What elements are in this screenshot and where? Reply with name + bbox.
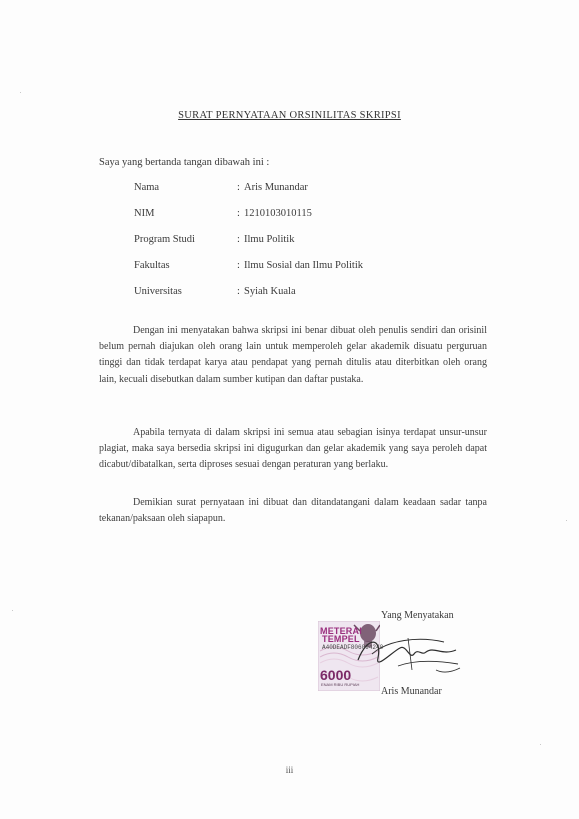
paragraph-text: Dengan ini menyatakan bahwa skripsi ini benar dibuat oleh penulis sendiri dan orisinil belum pernah diajukan oleh orang lain untuk memperoleh gelar akademik disuatu perguruan tinggi dan tidak terdapat karya atau pendapat yang pernah ditulis atau diterbitkan oleh orang lain, kecuali disebutkan dalam sumber kutipan dan daftar pustaka. [99,325,487,385]
stamp-line1: METERAI [320,626,362,636]
paragraph-closing [99,495,487,527]
signatory-name: Aris Munandar [381,686,442,697]
field-row-nama [134,182,454,208]
field-label: Program Studi [134,234,195,245]
stamp-subtext: ENAM RIBU RUPIAH [321,682,360,687]
paragraph-plagiarism [99,425,487,474]
field-value: Aris Munandar [244,182,308,193]
field-label: Universitas [134,286,182,297]
field-value: Syiah Kuala [244,286,296,297]
field-row-program-studi [134,234,454,260]
signature-heading: Yang Menyatakan [381,610,454,621]
field-value: Ilmu Politik [244,234,295,245]
stamp-value: 6000 [320,667,352,683]
paragraph-statement [99,323,487,388]
document-title: SURAT PERNYATAAN ORSINILITAS SKRIPSI [178,110,401,121]
page-number: iii [285,765,294,775]
field-label: Fakultas [134,260,170,271]
field-label: NIM [134,208,155,219]
paragraph-text: Apabila ternyata di dalam skripsi ini semua atau sebagian isinya terdapat unsur-unsur plagiat, maka saya bersedia skripsi ini digugurkan dan gelar akademik yang saya peroleh dapat dicabut/dibatalkan, serta diproses sesuai dengan peraturan yang berlaku. [99,427,487,471]
scan-speck [566,520,567,521]
field-value: Ilmu Sosial dan Ilmu Politik [244,260,364,271]
paragraph-text: Demikian surat pernyataan ini dibuat dan ditandatangani dalam keadaan sadar tanpa tekanan/paksaan oleh siapapun. [99,497,487,525]
scan-speck [12,610,13,611]
handwritten-signature [348,630,463,680]
field-colon: : [237,208,240,219]
field-row-fakultas [134,260,454,286]
stamp-line2: TEMPEL [322,634,360,644]
scan-speck [20,92,21,93]
scan-speck [540,744,541,745]
field-row-nim [134,208,454,234]
stamp-serial: A40DEADF806094240 [322,644,384,651]
field-colon: : [237,182,240,193]
field-label: Nama [134,182,160,193]
field-colon: : [237,234,240,245]
field-colon: : [237,286,240,297]
field-value: 1210103010115 [244,208,312,219]
intro-text: Saya yang bertanda tangan dibawah ini : [99,157,270,168]
identity-fields [134,182,454,312]
field-row-universitas [134,286,454,312]
field-colon: : [237,260,240,271]
